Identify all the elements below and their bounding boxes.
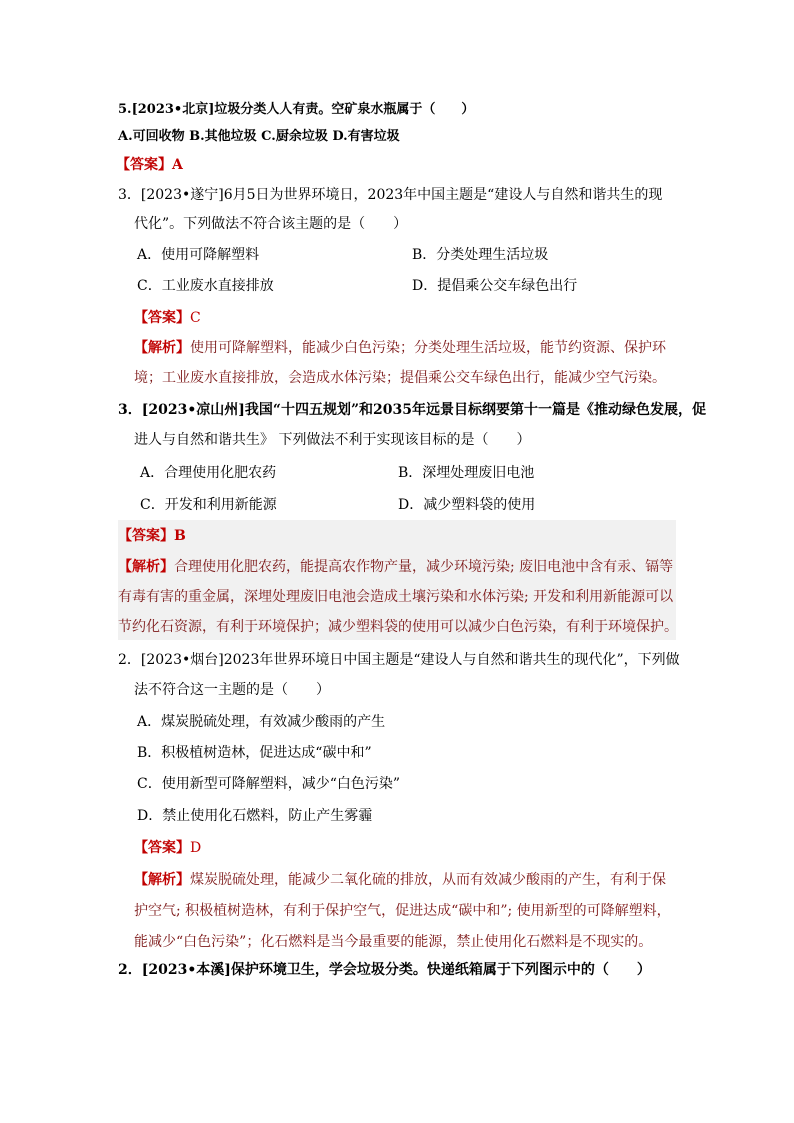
q3a-answer <box>134 308 201 328</box>
q2a-analysis-line1 <box>134 870 666 890</box>
analysis-tag: 【解析】 <box>118 559 174 575</box>
q3a-option-d: D．提倡乘公交车绿色出行 <box>412 278 578 294</box>
q3b-option-c: C．开发和利用新能源 <box>140 497 277 513</box>
q5-answer <box>116 155 183 175</box>
analysis-tag: 【解析】 <box>134 340 190 356</box>
q5-options: A.可回收物 B.其他垃圾 C.厨余垃圾 D.有害垃圾 <box>118 129 400 144</box>
q2a-analysis-line3: 能减少“白色污染”；化石燃料是当今最重要的能源，禁止使用化石燃料是不现实的。 <box>134 934 653 950</box>
q2a-analysis-line2: 护空气; 积极植树造林，有利于保护空气，促进达成“碳中和”; 使用新型的可降解塑料， <box>134 903 671 919</box>
q2a-option-a: A．煤炭脱硫处理，有效减少酸雨的产生 <box>137 714 386 730</box>
analysis-text: 合理使用化肥农药，能提高农作物产量，减少环境污染; 废旧电池中含有汞、镉等 <box>174 559 674 575</box>
q5-stem: 5.[2023•北京]垃圾分类人人有责。空矿泉水瓶属于（ ） <box>118 102 475 117</box>
q2a-stem-line1: 2．[2023•烟台]2023年世界环境日中国主题是“建设人与自然和谐共生的现代化”，下列做 <box>118 652 680 668</box>
q3b-analysis-line3: 节约化石资源，有利于环境保护；减少塑料袋的使用可以减少白色污染，有利于环境保护。 <box>118 619 678 635</box>
q3a-option-b: B．分类处理生活垃圾 <box>412 247 549 263</box>
q3a-analysis-line2: 境；工业废水直接排放，会造成水体污染；提倡乘公交车绿色出行，能减少空气污染。 <box>134 370 666 386</box>
q3a-stem-line1: 3．[2023•遂宁]6月5日为世界环境日，2023年中国主题是“建设人与自然和谐共生的现 <box>118 187 663 203</box>
analysis-text: 煤炭脱硫处理，能减少二氧化硫的排放，从而有效减少酸雨的产生，有利于保 <box>190 872 666 888</box>
q2b-stem-text: 2．[2023•本溪]保护环境卫生，学会垃圾分类。快递纸箱属于下列图示中的（ ） <box>118 962 651 978</box>
q2a-stem-line2: 法不符合这一主题的是（ ） <box>134 682 330 698</box>
analysis-text: 使用可降解塑料，能减少白色污染；分类处理生活垃圾，能节约资源、保护环 <box>190 340 666 356</box>
q2b-stem <box>118 960 651 980</box>
q3a-option-a: A．使用可降解塑料 <box>137 247 260 263</box>
q3b-option-d: D．减少塑料袋的使用 <box>398 497 536 513</box>
q3b-analysis-line2: 有毒有害的重金属，深埋处理废旧电池会造成土壤污染和水体污染; 开发和利用新能源可以 <box>118 589 674 605</box>
answer-value: B <box>174 528 186 544</box>
q3b-analysis-line1 <box>118 557 673 577</box>
q3b-stem-line2: 进人与自然和谐共生》 下列做法不利于实现该目标的是（ ） <box>134 432 531 448</box>
answer-tag: 【答案】 <box>118 528 174 544</box>
answer-value: A <box>172 157 183 173</box>
q3b-answer <box>118 526 186 546</box>
q3a-stem-line2: 代化”。下列做法不符合该主题的是（ ） <box>134 216 408 232</box>
answer-tag: 【答案】 <box>134 840 190 856</box>
q2a-option-d: D．禁止使用化石燃料，防止产生雾霾 <box>137 808 373 824</box>
answer-value: C <box>190 310 201 326</box>
q3a-analysis-line1 <box>134 338 666 358</box>
q2a-option-c: C．使用新型可降解塑料，减少“白色污染” <box>137 776 401 792</box>
q3b-stem-line1 <box>118 400 706 420</box>
q3a-option-c: C．工业废水直接排放 <box>137 278 274 294</box>
analysis-tag: 【解析】 <box>134 872 190 888</box>
answer-tag: 【答案】 <box>116 157 172 173</box>
answer-tag: 【答案】 <box>134 310 190 326</box>
q2a-answer <box>134 838 201 858</box>
q3b-option-b: B．深埋处理废旧电池 <box>398 465 535 481</box>
q2a-option-b: B．积极植树造林，促进达成“碳中和” <box>137 745 372 761</box>
q3b-stem-line1-text: 3．[2023•凉山州]我国“十四五规划”和2035年远景目标纲要第十一篇是《推动绿色发展，促 <box>118 402 706 418</box>
q3b-option-a: A．合理使用化肥农药 <box>140 465 277 481</box>
answer-value: D <box>190 840 202 856</box>
